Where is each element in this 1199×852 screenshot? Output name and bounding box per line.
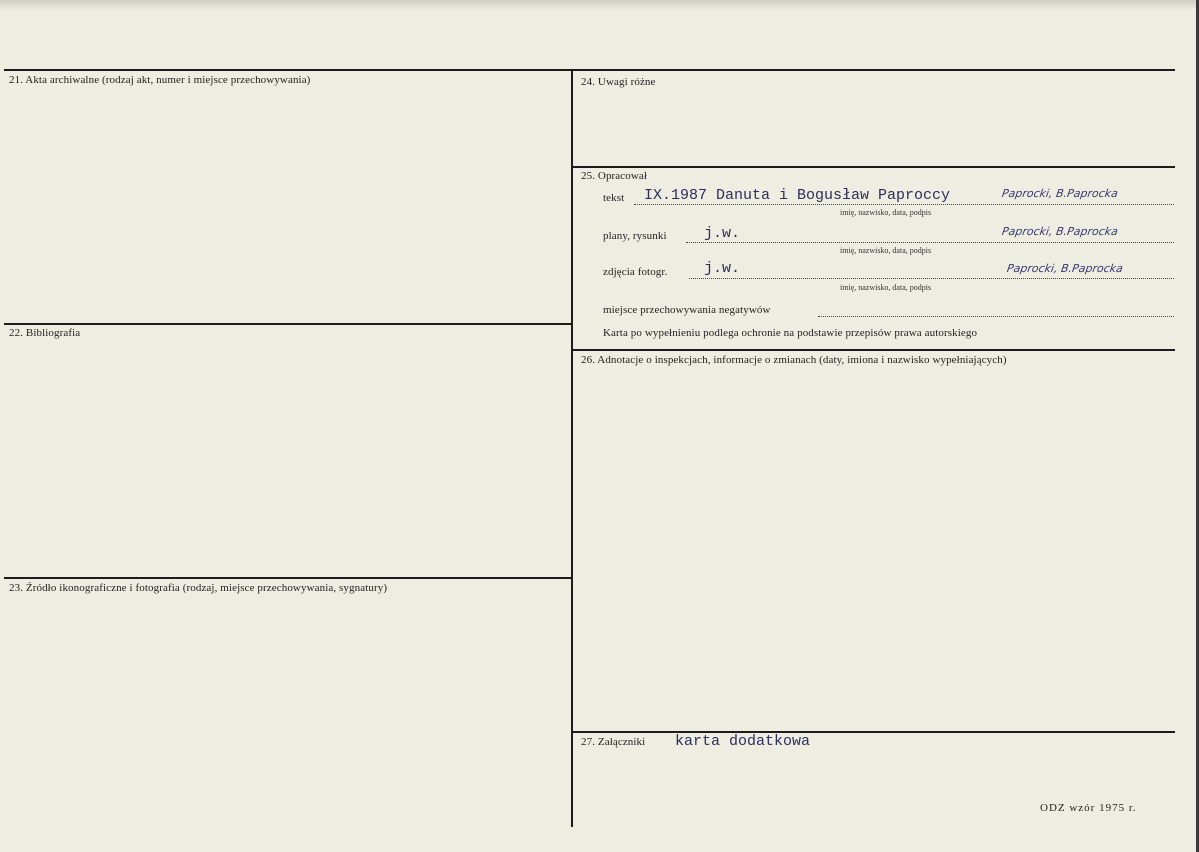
center-divider xyxy=(571,69,573,827)
rule-22-23 xyxy=(4,577,571,579)
rule-24-25 xyxy=(571,166,1175,168)
tekst-hint: imię, nazwisko, data, podpis xyxy=(840,208,932,217)
rule-25-26 xyxy=(571,349,1175,351)
zdjecia-label: zdjęcia fotogr. xyxy=(603,266,668,278)
form-footer: ODZ wzór 1975 r. xyxy=(1040,802,1137,814)
section-25-heading: 25. Opracował xyxy=(581,170,648,182)
rule-26-27 xyxy=(571,731,1175,733)
plany-label: plany, rysunki xyxy=(603,230,667,242)
tekst-signature: Paprocki, B.Paprocka xyxy=(1001,187,1119,200)
tekst-label: tekst xyxy=(603,192,625,204)
zdjecia-hint: imię, nazwisko, data, podpis xyxy=(840,283,932,292)
plany-value: j.w. xyxy=(704,225,741,242)
section-26-heading: 26. Adnotacje o inspekcjach, informacje o zmianach (daty, imiona i nazwisko wypełniających) xyxy=(581,354,1007,366)
copyright-note: Karta po wypełnieniu podlega ochronie na podstawie przepisów prawa autorskiego xyxy=(603,327,978,339)
tekst-dotted-line xyxy=(634,204,1174,205)
zdjecia-value: j.w. xyxy=(704,260,741,277)
negatywy-label: miejsce przechowywania negatywów xyxy=(603,304,771,316)
negatywy-dotted-line xyxy=(818,316,1174,317)
section-21-heading: 21. Akta archiwalne (rodzaj akt, numer i miejsce przechowywania) xyxy=(9,74,311,86)
section-22-heading: 22. Bibliografia xyxy=(9,327,81,339)
zalaczniki-value: karta dodatkowa xyxy=(675,733,811,750)
section-24-heading: 24. Uwagi różne xyxy=(581,76,656,88)
zdjecia-signature: Paprocki, B.Paprocka xyxy=(1006,262,1124,275)
plany-hint: imię, nazwisko, data, podpis xyxy=(840,246,932,255)
section-23-heading: 23. Źródło ikonograficzne i fotografia (rodzaj, miejsce przechowywania, sygnatury) xyxy=(9,582,388,594)
zdjecia-dotted-line xyxy=(689,278,1174,279)
section-27-heading: 27. Załączniki xyxy=(581,736,646,748)
plany-signature: Paprocki, B.Paprocka xyxy=(1001,225,1119,238)
top-rule xyxy=(4,69,1175,71)
rule-21-22 xyxy=(4,323,571,325)
plany-dotted-line xyxy=(686,242,1174,243)
tekst-value: IX.1987 Danuta i Bogusław Paproccy xyxy=(644,187,951,204)
